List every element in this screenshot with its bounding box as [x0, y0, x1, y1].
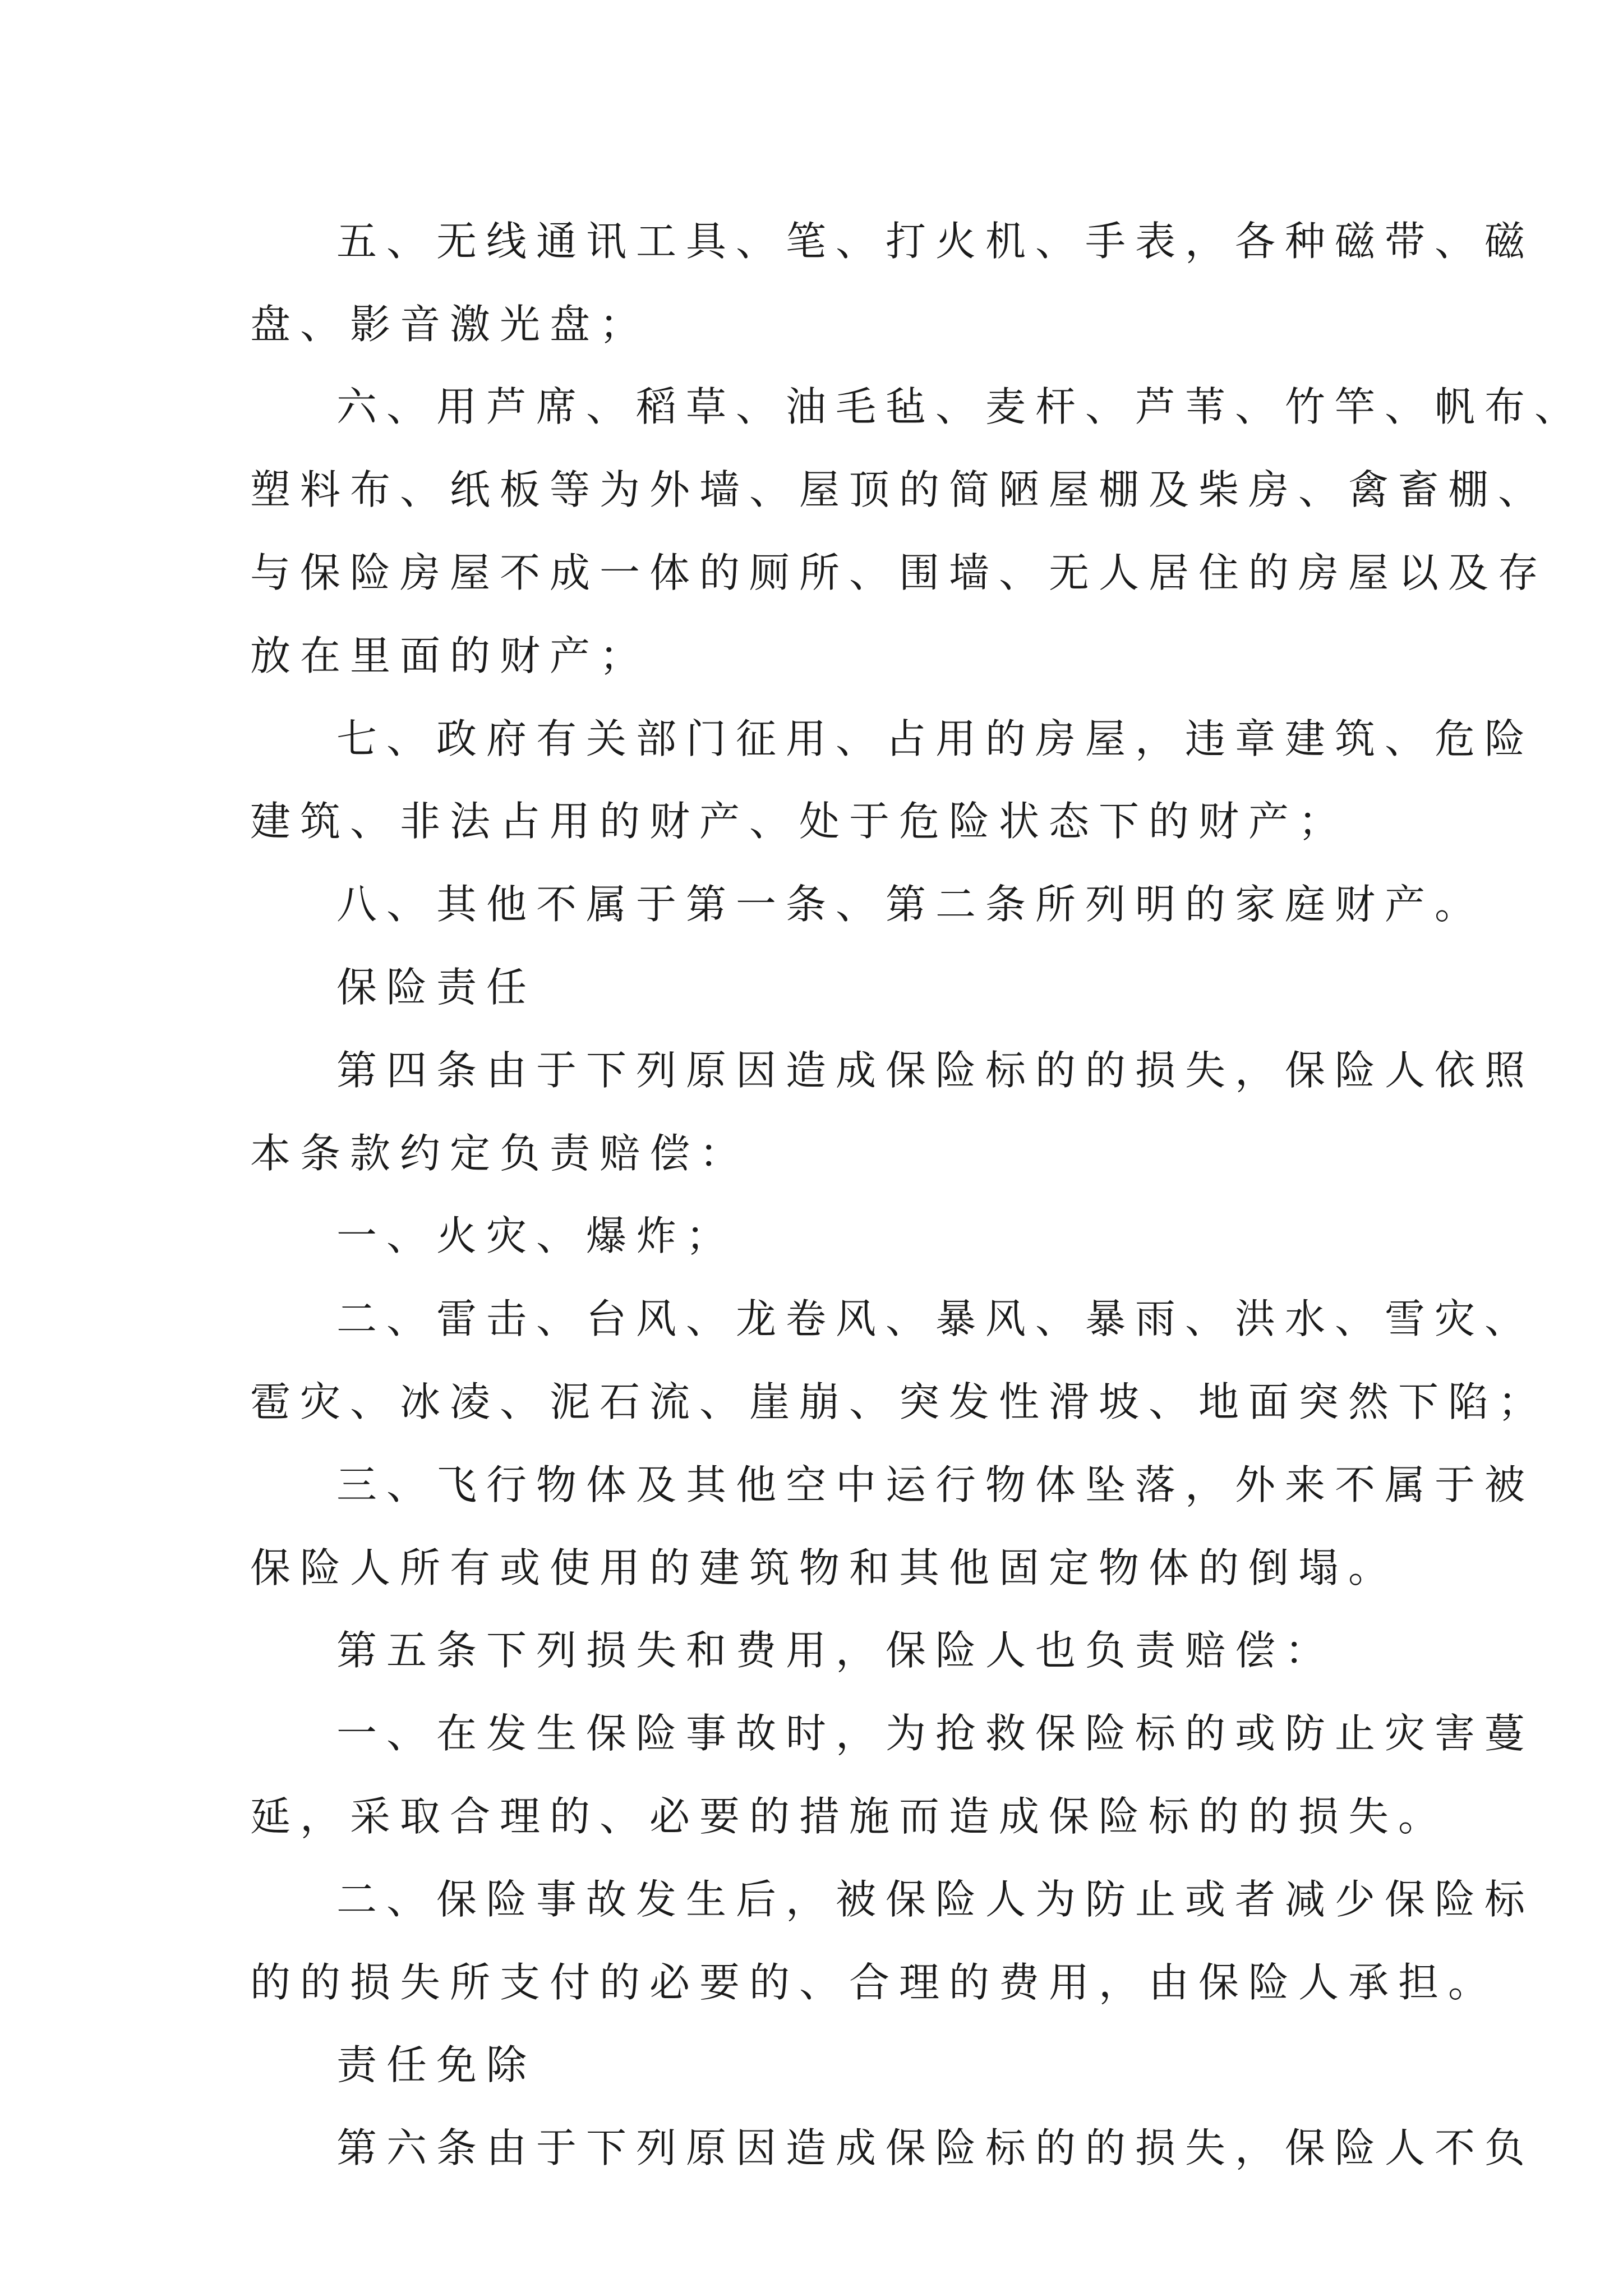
text-line: 盘、影音激光盘；	[250, 301, 650, 348]
text-line: 三、飞行物体及其他空中运行物体坠落，外来不属于被	[336, 1461, 1535, 1508]
text-line: 放在里面的财产；	[250, 632, 650, 679]
text-line: 八、其他不属于第一条、第二条所列明的家庭财产。	[336, 881, 1485, 928]
text-line: 的的损失所支付的必要的、合理的费用，由保险人承担。	[250, 1959, 1498, 2006]
text-line: 本条款约定负责赔偿：	[250, 1130, 750, 1177]
text-line: 与保险房屋不成一体的厕所、围墙、无人居住的房屋以及存	[250, 549, 1548, 596]
text-line: 延，采取合理的、必要的措施而造成保险标的的损失。	[250, 1793, 1449, 1840]
text-line: 一、火灾、爆炸；	[336, 1212, 736, 1259]
text-line: 塑料布、纸板等为外墙、屋顶的简陋屋棚及柴房、禽畜棚、	[250, 466, 1548, 513]
text-line: 一、在发生保险事故时，为抢救保险标的或防止灾害蔓	[336, 1710, 1535, 1757]
text-line: 第六条由于下列原因造成保险标的的损失，保险人不负	[336, 2124, 1535, 2171]
text-line: 七、政府有关部门征用、占用的房屋，违章建筑、危险	[336, 715, 1535, 762]
text-line: 第五条下列损失和费用，保险人也负责赔偿：	[336, 1627, 1335, 1674]
section-heading: 保险责任	[336, 964, 537, 1011]
text-line: 二、雷击、台风、龙卷风、暴风、暴雨、洪水、雪灾、	[336, 1295, 1535, 1342]
text-line: 雹灾、冰凌、泥石流、崖崩、突发性滑坡、地面突然下陷；	[250, 1378, 1548, 1425]
text-line: 保险人所有或使用的建筑物和其他固定物体的倒塌。	[250, 1544, 1399, 1591]
text-line: 五、无线通讯工具、笔、打火机、手表，各种磁带、磁	[336, 218, 1535, 265]
text-line: 六、用芦席、稻草、油毛毡、麦杆、芦苇、竹竿、帆布、	[336, 383, 1585, 430]
text-line: 第四条由于下列原因造成保险标的的损失，保险人依照	[336, 1047, 1535, 1094]
section-heading: 责任免除	[336, 2041, 537, 2088]
text-line: 二、保险事故发生后，被保险人为防止或者减少保险标	[336, 1876, 1535, 1923]
text-line: 建筑、非法占用的财产、处于危险状态下的财产；	[250, 798, 1349, 845]
